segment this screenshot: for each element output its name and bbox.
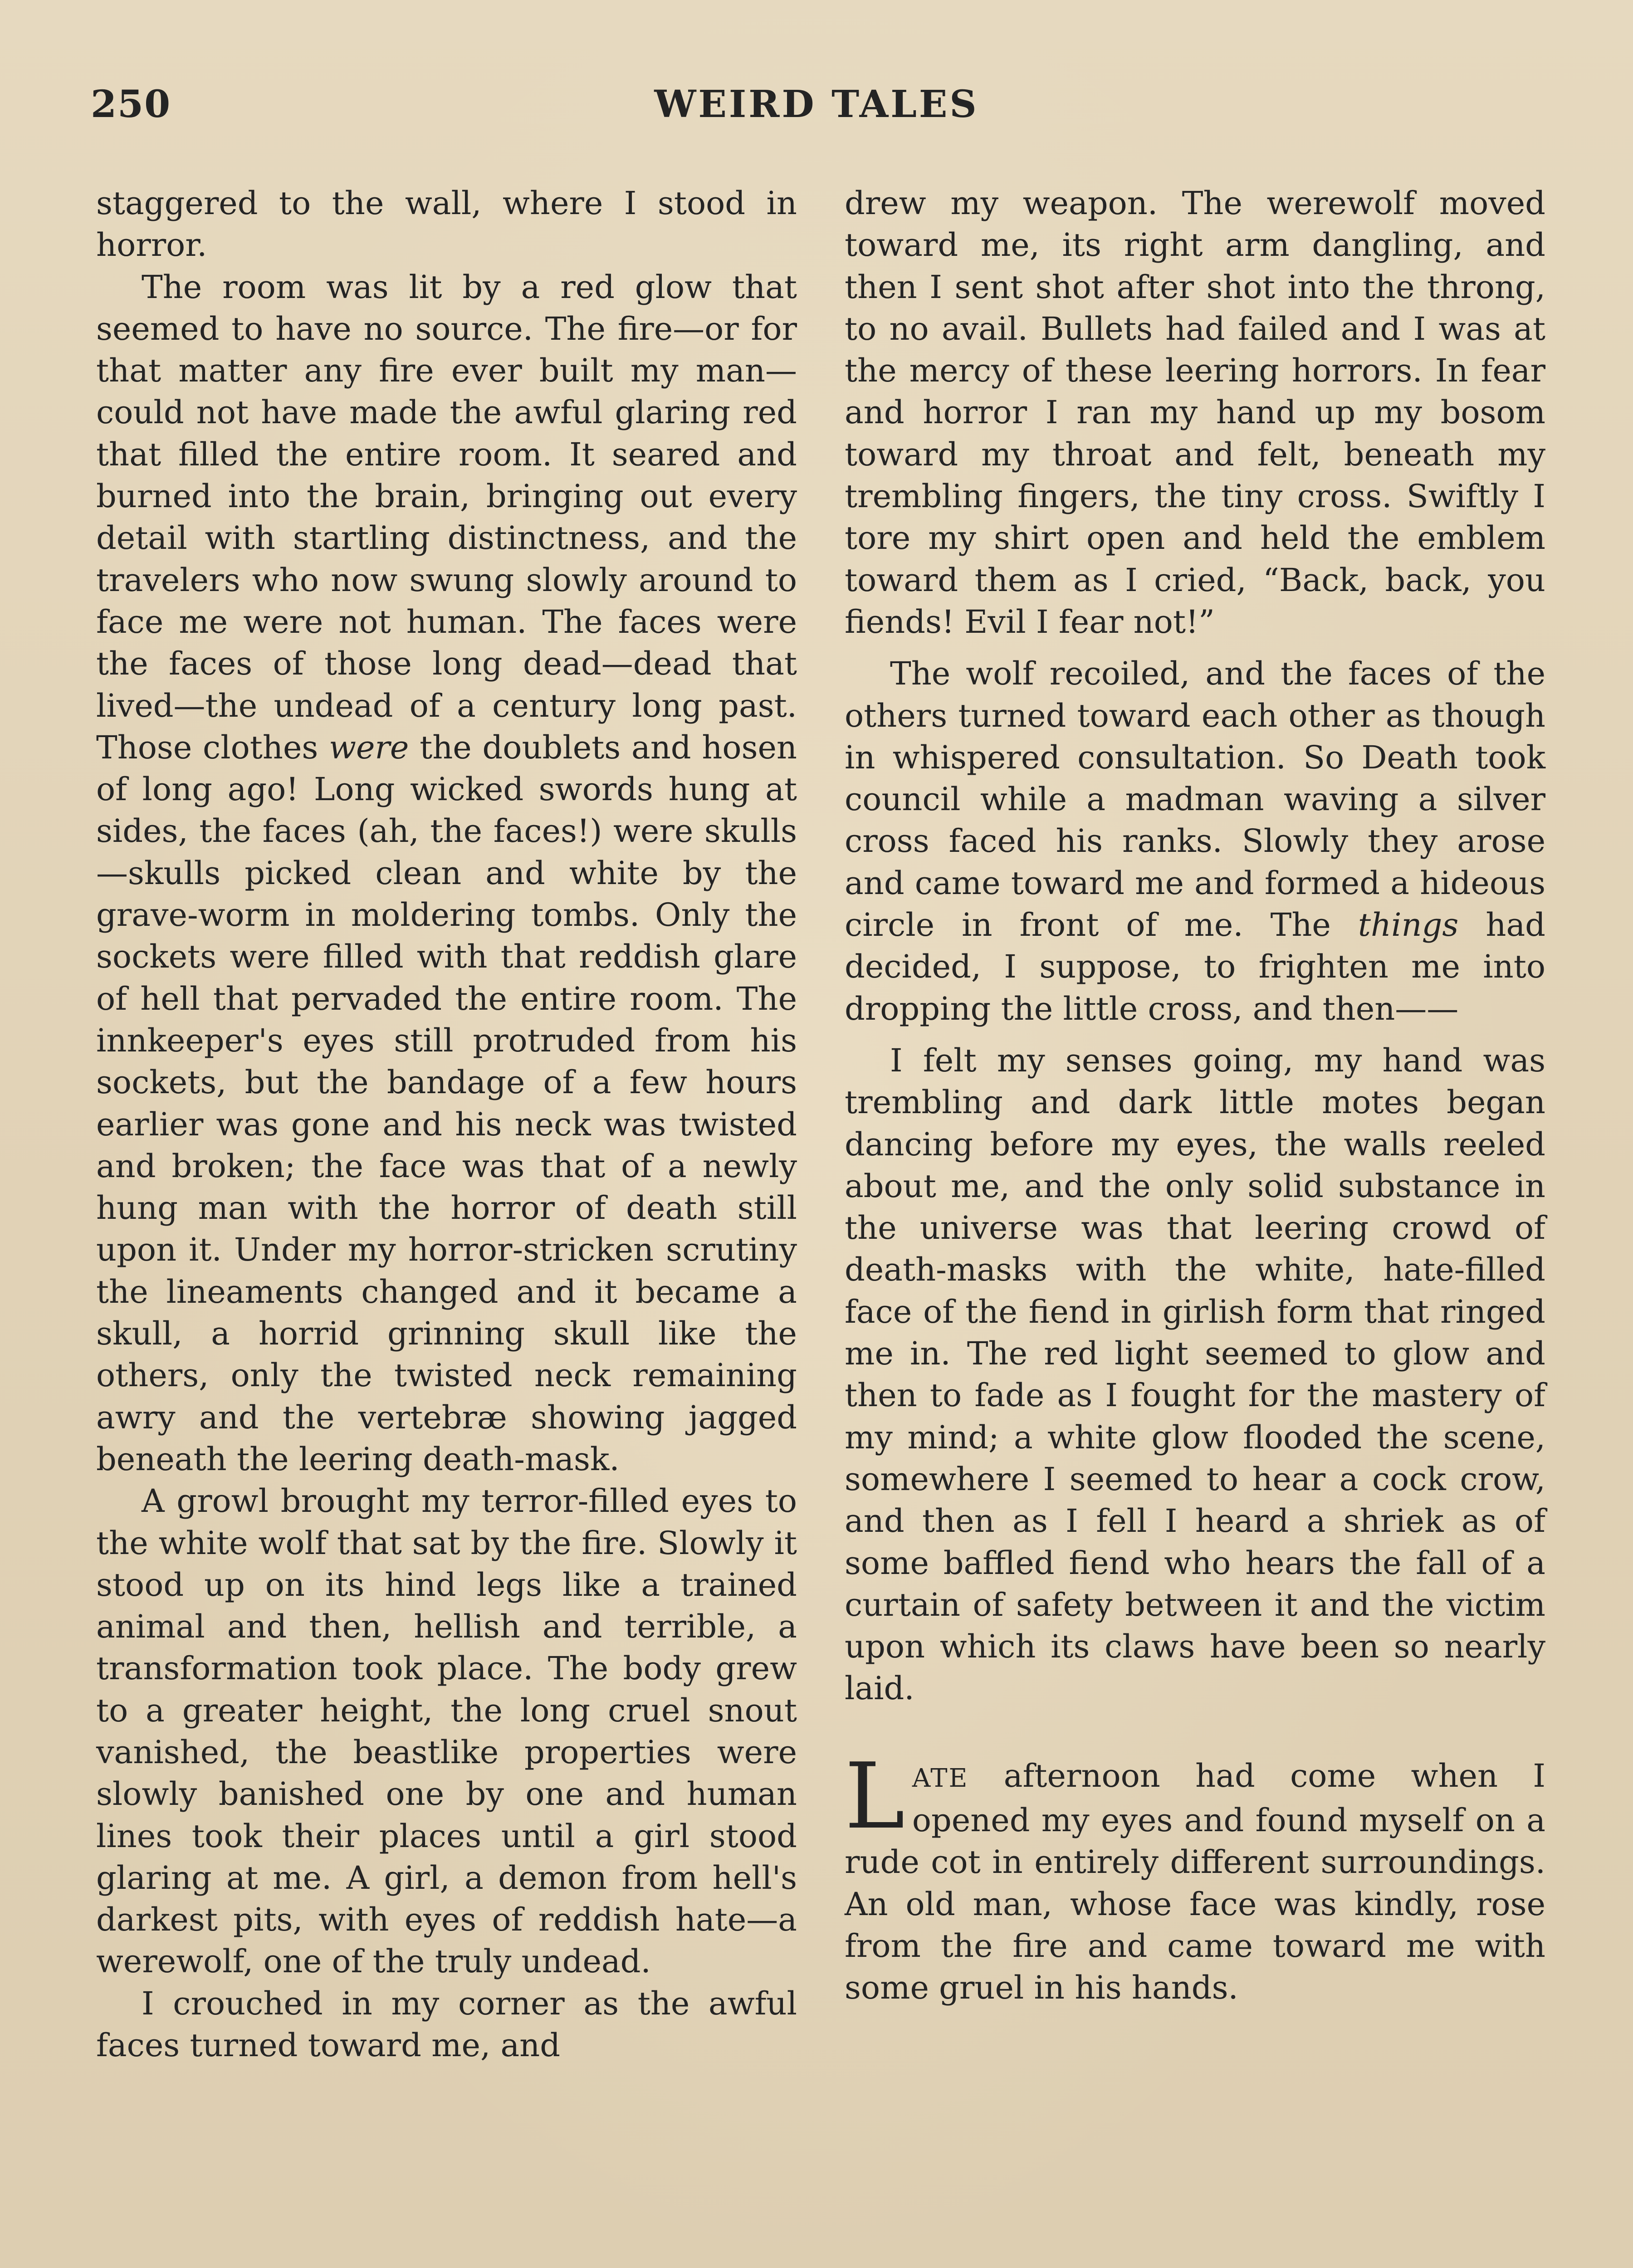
- left-paragraph-2-emphasis: were: [329, 728, 409, 766]
- left-paragraph-2-text-a: The room was lit by a red glow that seemed to have no source. The fire—or for that matter any fire ever built my man—could not have made the awful glaring red that filled the entire room. It seared and burned into the brain, bringing out every detail with startling distinctness, and the travelers who now swung slowly around to face me were not human. The faces were the faces of those long dead—dead that lived—the undead of a century long past. Those clothes: [96, 268, 797, 766]
- right-column: [845, 182, 1545, 2009]
- left-paragraph-2: [96, 266, 797, 1481]
- right-paragraph-3: I felt my senses going, my hand was trembling and dark little motes began dancing before my eyes, the walls reeled about me, and the only solid substance in the universe was that leering crowd of death-masks with the white, hate-filled face of the fiend in girlish form that ringed me in. The red light seemed to glow and then to fade as I fought for the mastery of my mind; a white glow flooded the scene, somewhere I seemed to hear a cock crow, and then as I fell I heard a shriek as of some baffled fiend who hears the fall of a curtain of safety between it and the victim upon which its claws have been so nearly laid.: [845, 1041, 1545, 1707]
- left-paragraph-4: I crouched in my corner as the awful faces turned toward me, and: [96, 1984, 797, 2064]
- left-paragraph-2-text-b: the doublets and hosen of long ago! Long wicked swords hung at sides, the faces (ah, the faces!) were skulls—skulls picked clean and white by the grave-worm in moldering tombs. Only the sockets were filled with that reddish glare of hell that pervaded the entire room. The innkeeper's eyes still protruded from his sockets, but the bandage of a few hours earlier was gone and his neck was twisted and broken; the face was that of a newly hung man with the horror of death still upon it. Under my horror-stricken scrutiny the lineaments changed and it became a skull, a horrid grinning skull like the others, only the twisted neck remaining awry and the vertebræ showing jagged beneath the leering death-mask.: [96, 728, 797, 1478]
- right-paragraph-2: [845, 653, 1545, 1030]
- right-paragraph-1: drew my weapon. The werewolf moved toward me, its right arm dangling, and then I sent shot after shot into the throng, to no avail. Bullets had failed and I was at the mercy of these leering horrors. In fear and horror I ran my hand up my bosom toward my throat and felt, beneath my trembling fingers, the tiny cross. Swiftly I tore my shirt open and held the emblem toward them as I cried, “Back, back, you fiends! Evil I fear not!”: [845, 185, 1545, 640]
- left-paragraph-1: staggered to the wall, where I stood in horror.: [96, 185, 797, 264]
- left-paragraph-3: A growl brought my terror-filled eyes to the white wolf that sat by the fire. Slowly it stood up on its hind legs like a trained animal and then, hellish and terrible, a transformation took place. The body grew to a greater height, the long cruel snout vanished, the beastlike properties were slowly banished one by one and human lines took their places until a girl stood glaring at me. A girl, a demon from hell's darkest pits, with eyes of reddish hate—a werewolf, one of the truly undead.: [96, 1482, 797, 1980]
- drop-cap-letter: L: [845, 1743, 905, 1849]
- right-paragraph-2-text-b: had decided, I suppose, to frighten me into dropping the little cross, and then——: [845, 906, 1545, 1027]
- running-header-title: WEIRD TALES: [654, 83, 979, 126]
- right-paragraph-4-text: afternoon had come when I opened my eyes and found myself on a rude cot in entirely different surroundings. An old man, whose face was kindly, rose from the fire and came toward me with some gruel in his hands.: [845, 1757, 1545, 2007]
- left-column: [96, 182, 797, 2066]
- right-paragraph-2-text-a: The wolf recoiled, and the faces of the others turned toward each other as though in whispered consultation. So Death took council while a madman waving a silver cross faced his ranks. Slowly they arose and came toward me and formed a hideous circle in front of me. The: [845, 655, 1545, 944]
- page-number: 250: [91, 83, 171, 126]
- small-caps-lead: ATE: [912, 1763, 969, 1793]
- right-paragraph-4: [845, 1743, 1545, 2009]
- right-paragraph-2-emphasis: things: [1358, 906, 1459, 944]
